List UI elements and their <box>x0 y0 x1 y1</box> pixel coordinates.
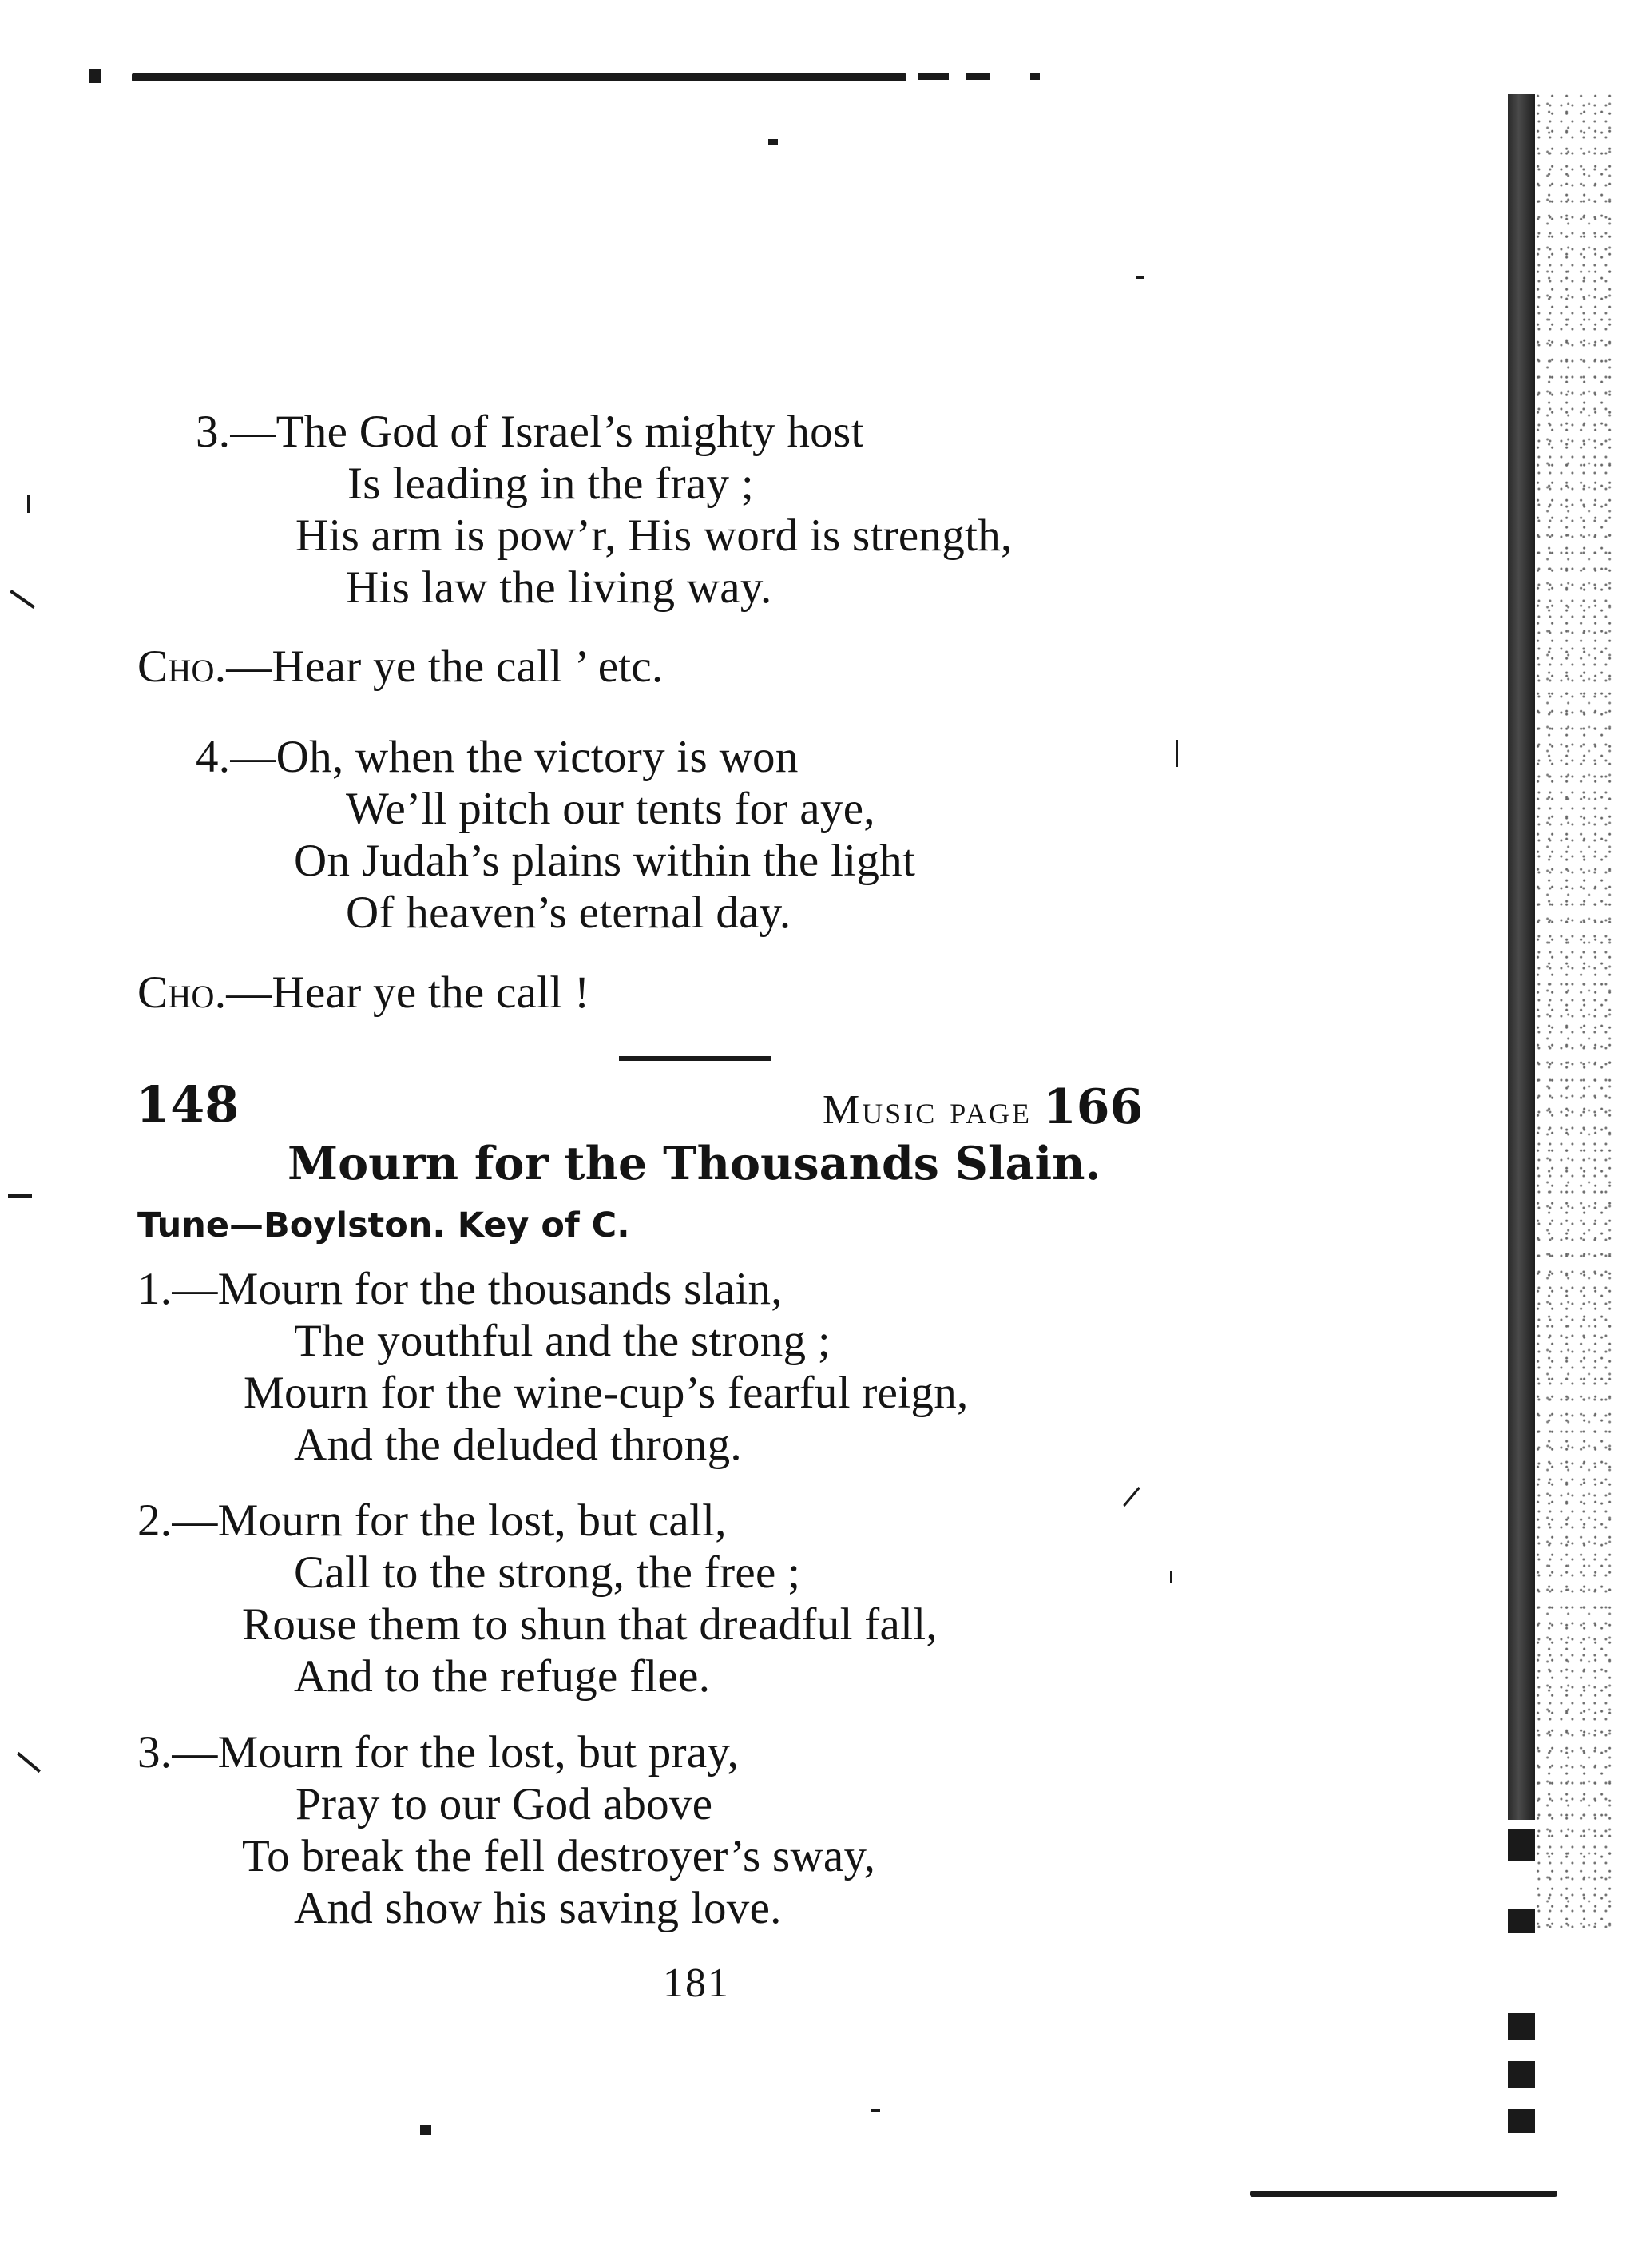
verse-line: 3.—Mourn for the lost, but pray, <box>137 1727 740 1777</box>
scan-speck <box>1136 276 1144 279</box>
chorus-label: Cho. <box>137 967 227 1018</box>
verse-line: His law the living way. <box>346 562 772 613</box>
scan-speck <box>17 1752 41 1773</box>
verse-line: Rouse them to shun that dreadful fall, <box>242 1599 938 1650</box>
verse-line: 2.—Mourn for the lost, but call, <box>137 1495 727 1546</box>
verse-line: His arm is pow’r, His word is strength, <box>295 510 1013 561</box>
verse-line: And the deluded throng. <box>294 1420 742 1470</box>
chorus-line <box>137 641 664 692</box>
binding-fragment <box>1508 2013 1535 2040</box>
verse-line: 4.—Oh, when the victory is won <box>196 732 799 782</box>
hymn-number: 148 <box>136 1075 240 1134</box>
verse-line: 1.—Mourn for the thousands slain, <box>137 1264 783 1314</box>
binding-edge <box>1508 94 1535 1820</box>
verse-line: Call to the strong, the free ; <box>294 1547 801 1598</box>
page-number: 181 <box>663 1960 730 2006</box>
chorus-text: —Hear ye the call ’ etc. <box>226 641 664 692</box>
verse-line: Of heaven’s eternal day. <box>346 888 791 938</box>
top-rule-dash <box>918 73 949 80</box>
binding-texture <box>1535 94 1615 1932</box>
verse-line: And show his saving love. <box>294 1883 782 1933</box>
top-rule-dash <box>1030 73 1040 80</box>
verse-line: Is leading in the fray ; <box>347 459 754 509</box>
binding-fragment <box>1508 1909 1535 1933</box>
verse-line: And to the refuge flee. <box>294 1651 711 1702</box>
scan-mark <box>89 69 101 83</box>
scan-speck <box>1170 1571 1172 1583</box>
binding-fragment <box>1508 2061 1535 2088</box>
scan-speck <box>871 2109 880 2112</box>
scan-speck <box>8 1194 32 1198</box>
scan-speck <box>1176 740 1178 767</box>
tune-and-key: Tune—Boylston. Key of C. <box>137 1205 630 1245</box>
verse-line: We’ll pitch our tents for aye, <box>346 784 875 834</box>
verse-line: Mourn for the wine-cup’s fearful reign, <box>244 1368 969 1418</box>
verse-line: On Judah’s plains within the light <box>294 836 916 886</box>
verse-line: The youthful and the strong ; <box>294 1316 831 1366</box>
verse-line: 3.—The God of Israel’s mighty host <box>196 407 864 457</box>
hymn-title: Mourn for the Thousands Slain. <box>288 1137 1101 1190</box>
verse-line: To break the fell destroyer’s sway, <box>242 1831 876 1881</box>
top-rule <box>132 73 906 81</box>
bottom-rule <box>1250 2191 1557 2197</box>
scan-speck <box>420 2125 431 2135</box>
verse-line: Pray to our God above <box>295 1779 713 1829</box>
section-divider <box>619 1056 771 1061</box>
scan-speck <box>27 495 30 513</box>
music-page-label: Music page <box>823 1087 1032 1133</box>
scan-speck <box>768 139 778 145</box>
binding-fragment <box>1508 2109 1535 2133</box>
binding-fragment <box>1508 1829 1535 1861</box>
music-page-number: 166 <box>1042 1079 1144 1135</box>
music-page-reference <box>823 1079 1144 1135</box>
scan-speck <box>1123 1487 1140 1507</box>
top-rule-dash <box>966 73 990 80</box>
chorus-line <box>137 967 590 1018</box>
chorus-text: —Hear ye the call ! <box>226 967 590 1018</box>
scan-speck <box>10 590 35 609</box>
chorus-label: Cho. <box>137 641 227 692</box>
